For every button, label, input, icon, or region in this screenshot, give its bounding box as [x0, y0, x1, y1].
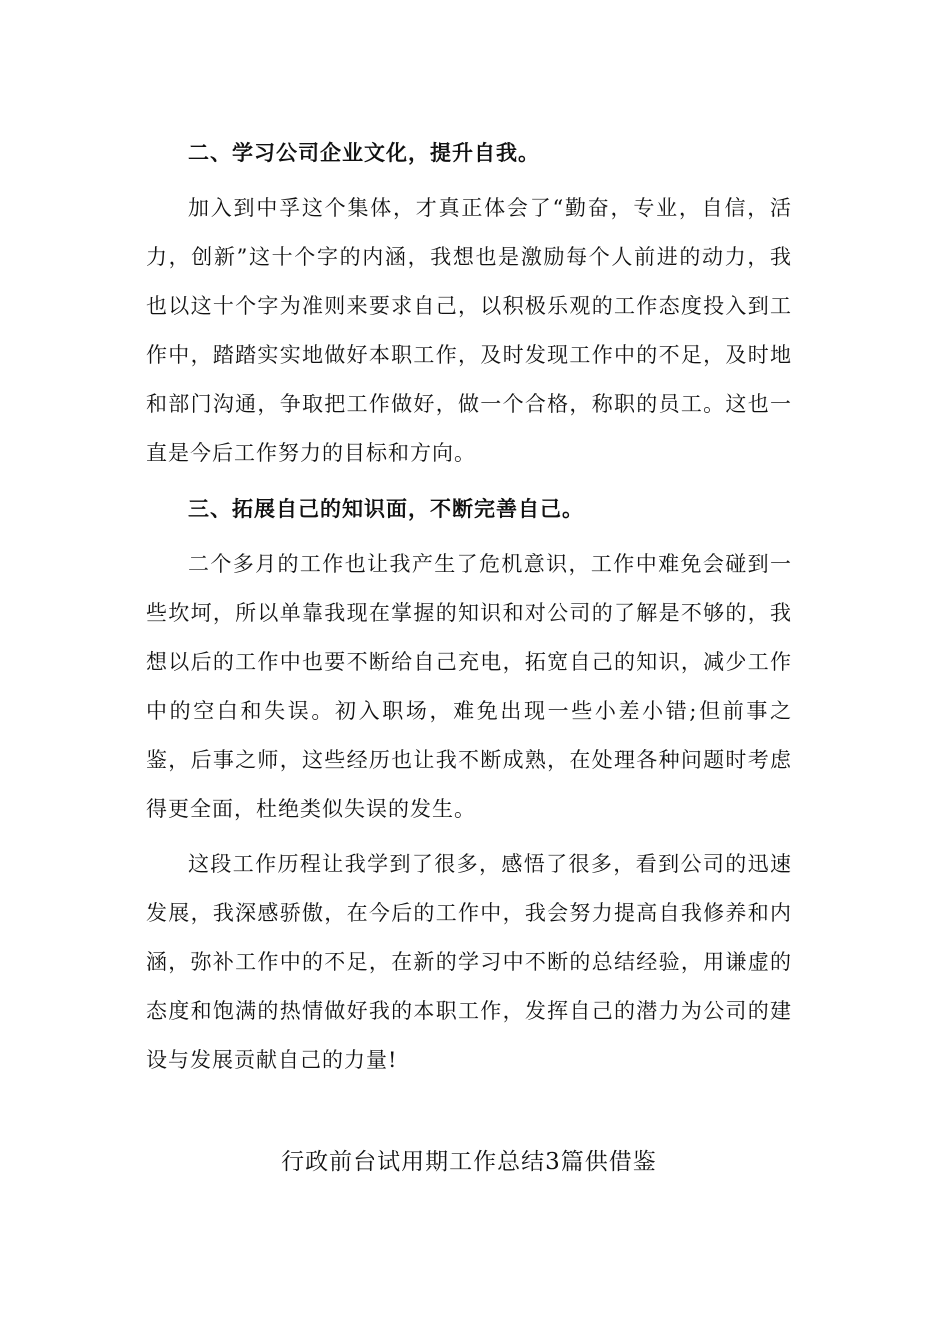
section-heading-knowledge: 三、拓展自己的知识面，不断完善自己。 [188, 496, 584, 521]
section-heading-culture: 二、学习公司企业文化，提升自我。 [188, 140, 540, 165]
paragraph-knowledge: 二个多月的工作也让我产生了危机意识，工作中难免会碰到一些坎坷，所以单靠我现在掌握的知识和对公司的了解是不够的，我想以后的工作中也要不断给自己充电，拓宽自己的知识，减少工作中的空白和失误。初入职场，难免出现一些小差小错;但前事之鉴，后事之师，这些经历也让我不断成熟，在处理各种问题时考虑得更全面，杜绝类似失误的发生。 [146, 552, 792, 821]
paragraph-conclusion: 这段工作历程让我学到了很多，感悟了很多，看到公司的迅速发展，我深感骄傲，在今后的工作中，我会努力提高自我修养和内涵，弥补工作中的不足，在新的学习中不断的总结经验，用谦虚的态度和饱满的热情做好我的本职工作，发挥自己的潜力为公司的建设与发展贡献自己的力量! [146, 852, 792, 1072]
paragraph-culture: 加入到中孚这个集体，才真正体会了“勤奋，专业，自信，活力，创新”这十个字的内涵，我想也是激励每个人前进的动力，我也以这十个字为准则来要求自己，以积极乐观的工作态度投入到工作中，踏踏实实地做好本职工作，及时发现工作中的不足，及时地和部门沟通，争取把工作做好，做一个合格，称职的员工。这也一直是今后工作努力的目标和方向。 [146, 196, 792, 465]
document-body [146, 128, 792, 1085]
next-document-title: 行政前台试用期工作总结3篇供借鉴 [281, 1149, 657, 1175]
